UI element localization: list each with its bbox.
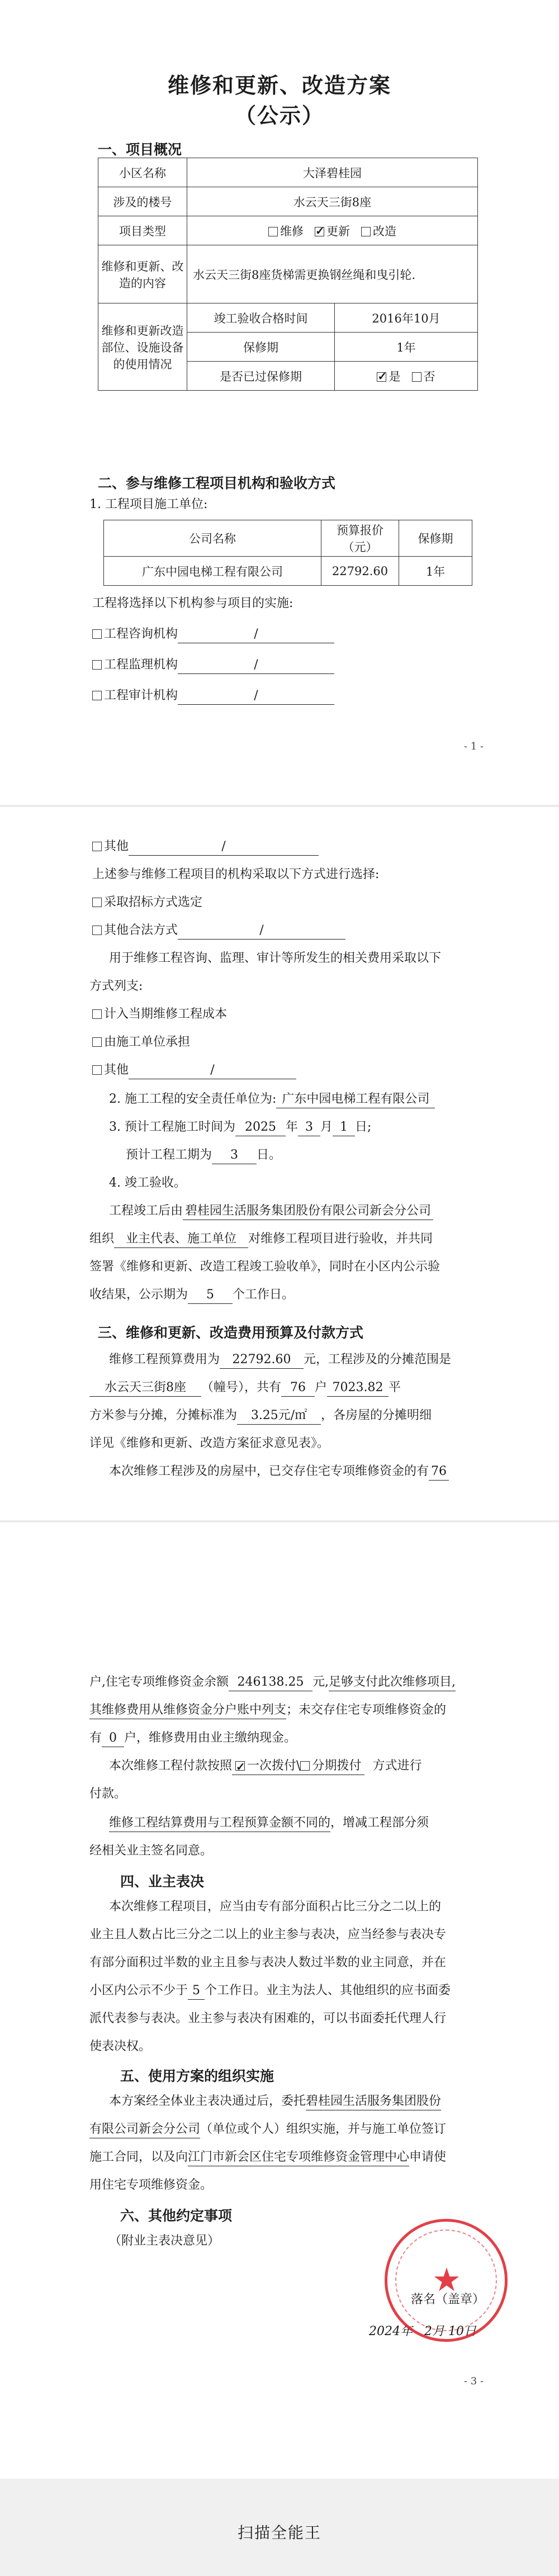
budget-line5 [109,1463,449,1481]
other-method-label: 其他合法方式 [104,923,178,937]
fund-source-note: 其维修费用从维修资金分户账中列支 [89,1702,286,1719]
schedule-day: 1 [333,1119,355,1136]
price-col-header: 预算报价（元） [321,520,399,557]
tender-checkbox [92,898,102,907]
fund-line2 [89,1702,446,1719]
fee-option-2 [92,1034,190,1051]
fee-option-1 [92,1006,227,1023]
other-method-blank: / [178,922,345,940]
vote-publicity-days: 5 [188,1982,205,2000]
vote-line6: 使表决权。 [89,2039,151,2053]
usage-label: 维修和更新改造部位、设施设备的使用情况 [98,303,187,391]
project-type-options [187,216,478,245]
warranty-expired-options [335,362,478,391]
fund-line3-prefix: 有 [89,1731,102,1745]
fee-cost-checkbox [92,1009,102,1019]
tender-label: 采取招标方式选定 [104,895,203,909]
safety-unit-line [109,1091,435,1108]
company-name-cell: 广东中园电梯工程有限公司 [104,557,321,586]
building-label: 涉及的楼号 [98,187,187,216]
consulting-label: 工程咨询机构 [104,627,178,641]
pay-installment-label: 分期拨付 [312,1759,362,1773]
sign-month: 2 [424,2324,432,2338]
scanner-app-name: 扫描全能王 [237,2523,321,2542]
method-other [92,922,345,940]
expired-yes-checkbox [377,372,386,382]
consulting-checkbox [92,629,102,639]
payment-line2: 付款。 [89,1787,127,1801]
pay-once-label: 一次拨付 [247,1759,297,1773]
budget-line3-prefix: 方米参与分摊，分摊标准为 [89,1408,238,1422]
period-prefix: 预计工程工期为 [126,1148,212,1162]
sign-day-suffix: 日 [464,2324,477,2338]
fund-management-center: 江门市新会区住宅专项维修资金管理中心 [188,2149,409,2166]
safety-unit-value: 广东中园电梯工程有限公司 [276,1091,435,1108]
type-renovate-label: 改造 [373,224,397,238]
content-label: 维修和更新、改造的内容 [98,245,187,303]
implement-line3-suffix: 申请使 [409,2150,447,2164]
allocation-area: 7023.82 [327,1379,389,1397]
schedule-year-suffix: 年 [285,1120,298,1134]
fund-balance: 246138.25 [229,1674,312,1691]
supervision-blank: / [178,657,334,674]
expired-yes-label: 是 [389,369,401,383]
option-consulting [92,626,334,643]
implement-line2-suffix: （单位或个人）组织实施，并与施工单位签订 [200,2122,447,2136]
attachment-note: （附业主表决意见） [109,2234,220,2248]
implement-line2 [89,2121,446,2138]
period-line [126,1147,281,1164]
implement-line1 [109,2093,441,2110]
acceptance-company: 碧桂园生活服务集团股份有限公司新会分公司 [183,1203,433,1220]
document-title: 维修和更新、改造方案 [167,73,391,98]
schedule-month-suffix: 月 [320,1120,333,1134]
non-deposited-households: 0 [102,1730,124,1747]
fee-text-line2: 方式列支: [89,979,143,993]
page-separator-2 [0,1520,559,1522]
acceptance-line4-prefix: 收结果，公示期为 [89,1288,188,1302]
audit-blank: / [178,687,334,705]
allocation-standard: 3.25元/㎡ [237,1407,321,1425]
audit-label: 工程审计机构 [104,689,178,703]
fund-line3-suffix: 户，维修费用由业主缴纳现金。 [124,1731,297,1745]
fund-line2-suffix: ；未交存住宅专项维修资金的 [286,1703,447,1717]
payment-line [109,1758,421,1775]
seal-star-icon: ★ [432,2261,461,2299]
type-repair-checkbox [268,227,278,236]
section-4-heading: 四、业主表决 [120,1873,205,1890]
period-suffix: 日。 [257,1148,282,1162]
acceptance-line2-prefix: 组织 [89,1232,115,1246]
implement-company-part2: 有限公司新会分公司 [89,2121,200,2138]
schedule-line [109,1119,371,1136]
pay-installment-checkbox [300,1761,310,1771]
acceptance-line4-suffix: 个工作日。 [233,1288,295,1302]
contractor-intro: 1. 工程项目施工单位: [89,497,208,511]
method-tender [92,894,202,911]
period-value: 3 [212,1147,257,1164]
option-audit [92,687,334,705]
expired-no-checkbox [412,372,421,382]
fund-line1-prefix: 户,住宅专项维修资金余额 [89,1675,229,1689]
settlement-suffix: ，增减工程部分须 [330,1816,429,1830]
schedule-prefix: 3. 预计工程施工时间为 [109,1120,235,1134]
budget-line3-suffix: ，各房屋的分摊明细 [321,1408,432,1422]
price-cell: 22792.60 [321,557,399,586]
institution-select-text: 工程将选择以下机构参与项目的实施: [92,596,293,610]
page-separator [0,805,559,807]
vote-line1: 本次维修工程项目，应当由专有部分面积占比三分之二以上的 [109,1900,442,1914]
company-col-header: 公司名称 [104,520,321,557]
implement-company-part1: 碧桂园生活服务集团股份 [306,2093,441,2110]
other-institution-checkbox [92,842,102,851]
implement-line4: 用住宅专项维修资金。 [89,2178,213,2192]
signature-label: 落名（盖章） [411,2293,485,2307]
fund-sufficient-note: 足够支付此次维修项目, [329,1674,456,1691]
acceptance-line2-suffix: 对维修工程项目进行验收，并共同 [248,1232,433,1246]
vote-line4-prefix: 小区内公示不少于 [89,1984,188,1998]
acceptance-line2 [89,1231,433,1248]
document-subtitle: （公示） [234,103,324,128]
budget-line2-mid: （幢号），共有 [201,1380,282,1394]
warranty-value: 1年 [335,333,478,362]
acceptance-time-value: 2016年10月 [335,303,478,333]
scanner-footer [0,2479,559,2576]
settlement-line2: 经相关业主签名同意。 [89,1844,213,1858]
acceptance-item: 4. 竣工验收。 [109,1176,186,1190]
fund-line3 [89,1730,296,1747]
vote-line2: 业主且人数占比三分之二以上的业主参与表决，应当经参与表决专 [89,1928,447,1942]
vote-line3: 有部分面积过半数的业主且参与表决人数过半数的业主同意，并在 [89,1956,447,1970]
fee-contractor-label: 由施工单位承担 [104,1035,191,1049]
option-other [92,838,319,856]
publicity-days: 5 [188,1287,233,1304]
supervision-checkbox [92,660,102,670]
acceptance-line1-prefix: 工程竣工后由 [109,1204,183,1218]
fund-line1-mid: 元, [312,1675,329,1689]
other-method-checkbox [92,926,102,935]
budget-line1 [109,1351,451,1369]
budget-line4: 详见《维修和更新、改造方案征求意见表》。 [89,1436,330,1450]
community-name-value: 大泽碧桂园 [187,158,478,187]
fee-text-line1: 用于维修工程咨询、监理、审计等所发生的相关费用采取以下 [109,951,442,965]
consulting-blank: / [178,626,334,643]
sign-year-suffix: 年 [400,2324,413,2338]
fee-option-3 [92,1062,296,1079]
project-type-label: 项目类型 [98,216,187,245]
section-2-heading: 二、参与维修工程项目机构和验收方式 [98,475,336,491]
content-value: 水云天三街8座货梯需更换钢丝绳和曳引轮. [187,245,478,303]
budget-line1-prefix: 维修工程预算费用为 [109,1353,220,1367]
type-update-label: 更新 [326,224,350,238]
type-renovate-checkbox [361,227,371,236]
other-institution-label: 其他 [104,839,129,853]
payment-suffix: 方式进行 [372,1759,422,1773]
budget-line2 [89,1379,401,1397]
project-overview-table [98,158,478,391]
schedule-year: 2025 [235,1119,286,1136]
budget-amount: 22792.60 [220,1351,304,1369]
budget-line1-suffix: 元，工程涉及的分摊范围是 [304,1353,452,1367]
settlement-line1 [109,1815,429,1832]
implement-line3 [89,2149,446,2166]
implement-line3-prefix: 施工合同，以及向 [89,2150,188,2164]
vote-line5: 派代表参与表决。业主参与表决有困难的，可以书面委托代理人行 [89,2012,447,2025]
type-update-checkbox [315,227,324,236]
page-number-3: - 3 - [464,2375,484,2387]
warranty-label: 保修期 [187,333,335,362]
schedule-day-suffix: 日; [355,1120,372,1134]
schedule-month: 3 [298,1119,320,1136]
acceptance-line3: 签署《维修和更新、改造工程竣工验收单》，同时在小区内公示验 [89,1260,440,1274]
option-supervision [92,657,334,674]
fund-line1 [89,1674,456,1691]
sign-month-suffix: 月 [432,2324,445,2338]
expired-no-label: 否 [423,369,435,383]
type-repair-label: 维修 [280,224,304,238]
page-2 [0,838,559,1621]
company-seal [385,2219,508,2342]
page-3 [0,1674,559,2468]
building-value: 水云天三街8座 [187,187,478,216]
pay-separator: \ [296,1759,301,1773]
warranty-col-header: 保修期 [399,520,472,557]
pay-once-checkbox [235,1761,245,1771]
page-1 [0,0,559,760]
budget-line3 [89,1407,432,1425]
acceptance-party: 业主代表、施工单位 [114,1231,248,1248]
method-intro: 上述参与维修工程项目的机构采取以下方式进行选择: [92,867,380,881]
warranty-expired-label: 是否已过保修期 [187,362,335,391]
sign-year: 2024 [369,2324,400,2338]
page-number-1: - 1 - [464,741,484,752]
section-1-heading: 一、项目概况 [98,141,182,158]
allocation-households: 76 [281,1379,315,1397]
fee-contractor-checkbox [92,1037,102,1047]
vote-line4 [89,1982,451,2000]
vote-line4-suffix: 个工作日。业主为法人、其他组织的应书面委 [205,1984,451,1998]
acceptance-line4 [89,1287,294,1304]
audit-checkbox [92,691,102,700]
safety-unit-prefix: 2. 施工工程的安全责任单位为: [109,1092,277,1106]
implement-line1-prefix: 本方案经全体业主表决通过后，委托 [109,2094,306,2108]
supervision-label: 工程监理机构 [104,658,178,672]
payment-prefix: 本次维修工程付款按照 [109,1759,233,1773]
section-5-heading: 五、使用方案的组织实施 [120,2068,274,2084]
fee-other-blank: / [129,1062,296,1079]
budget-line2-mid2: 户 [315,1380,328,1394]
contractor-table [103,520,472,586]
section-6-heading: 六、其他约定事项 [120,2208,233,2224]
settlement-condition: 维修工程结算费用与工程预算金额不同的 [109,1815,330,1832]
other-institution-blank: / [129,838,319,856]
sign-day: 10 [448,2324,465,2338]
fee-other-label: 其他 [104,1063,129,1077]
community-name-label: 小区名称 [98,158,187,187]
budget-line2-suffix: 平 [389,1380,401,1394]
acceptance-line1 [109,1203,433,1220]
acceptance-time-label: 竣工验收合格时间 [187,303,335,333]
fee-other-checkbox [92,1065,102,1075]
allocation-building: 水云天三街8座 [89,1379,201,1397]
warranty-cell: 1年 [399,557,472,586]
deposited-households: 76 [429,1463,449,1481]
section-3-heading: 三、维修和更新、改造费用预算及付款方式 [98,1325,364,1341]
budget-line5-prefix: 本次维修工程涉及的房屋中，已交存住宅专项维修资金的有 [109,1464,429,1478]
fee-cost-label: 计入当期维修工程成本 [104,1007,228,1021]
